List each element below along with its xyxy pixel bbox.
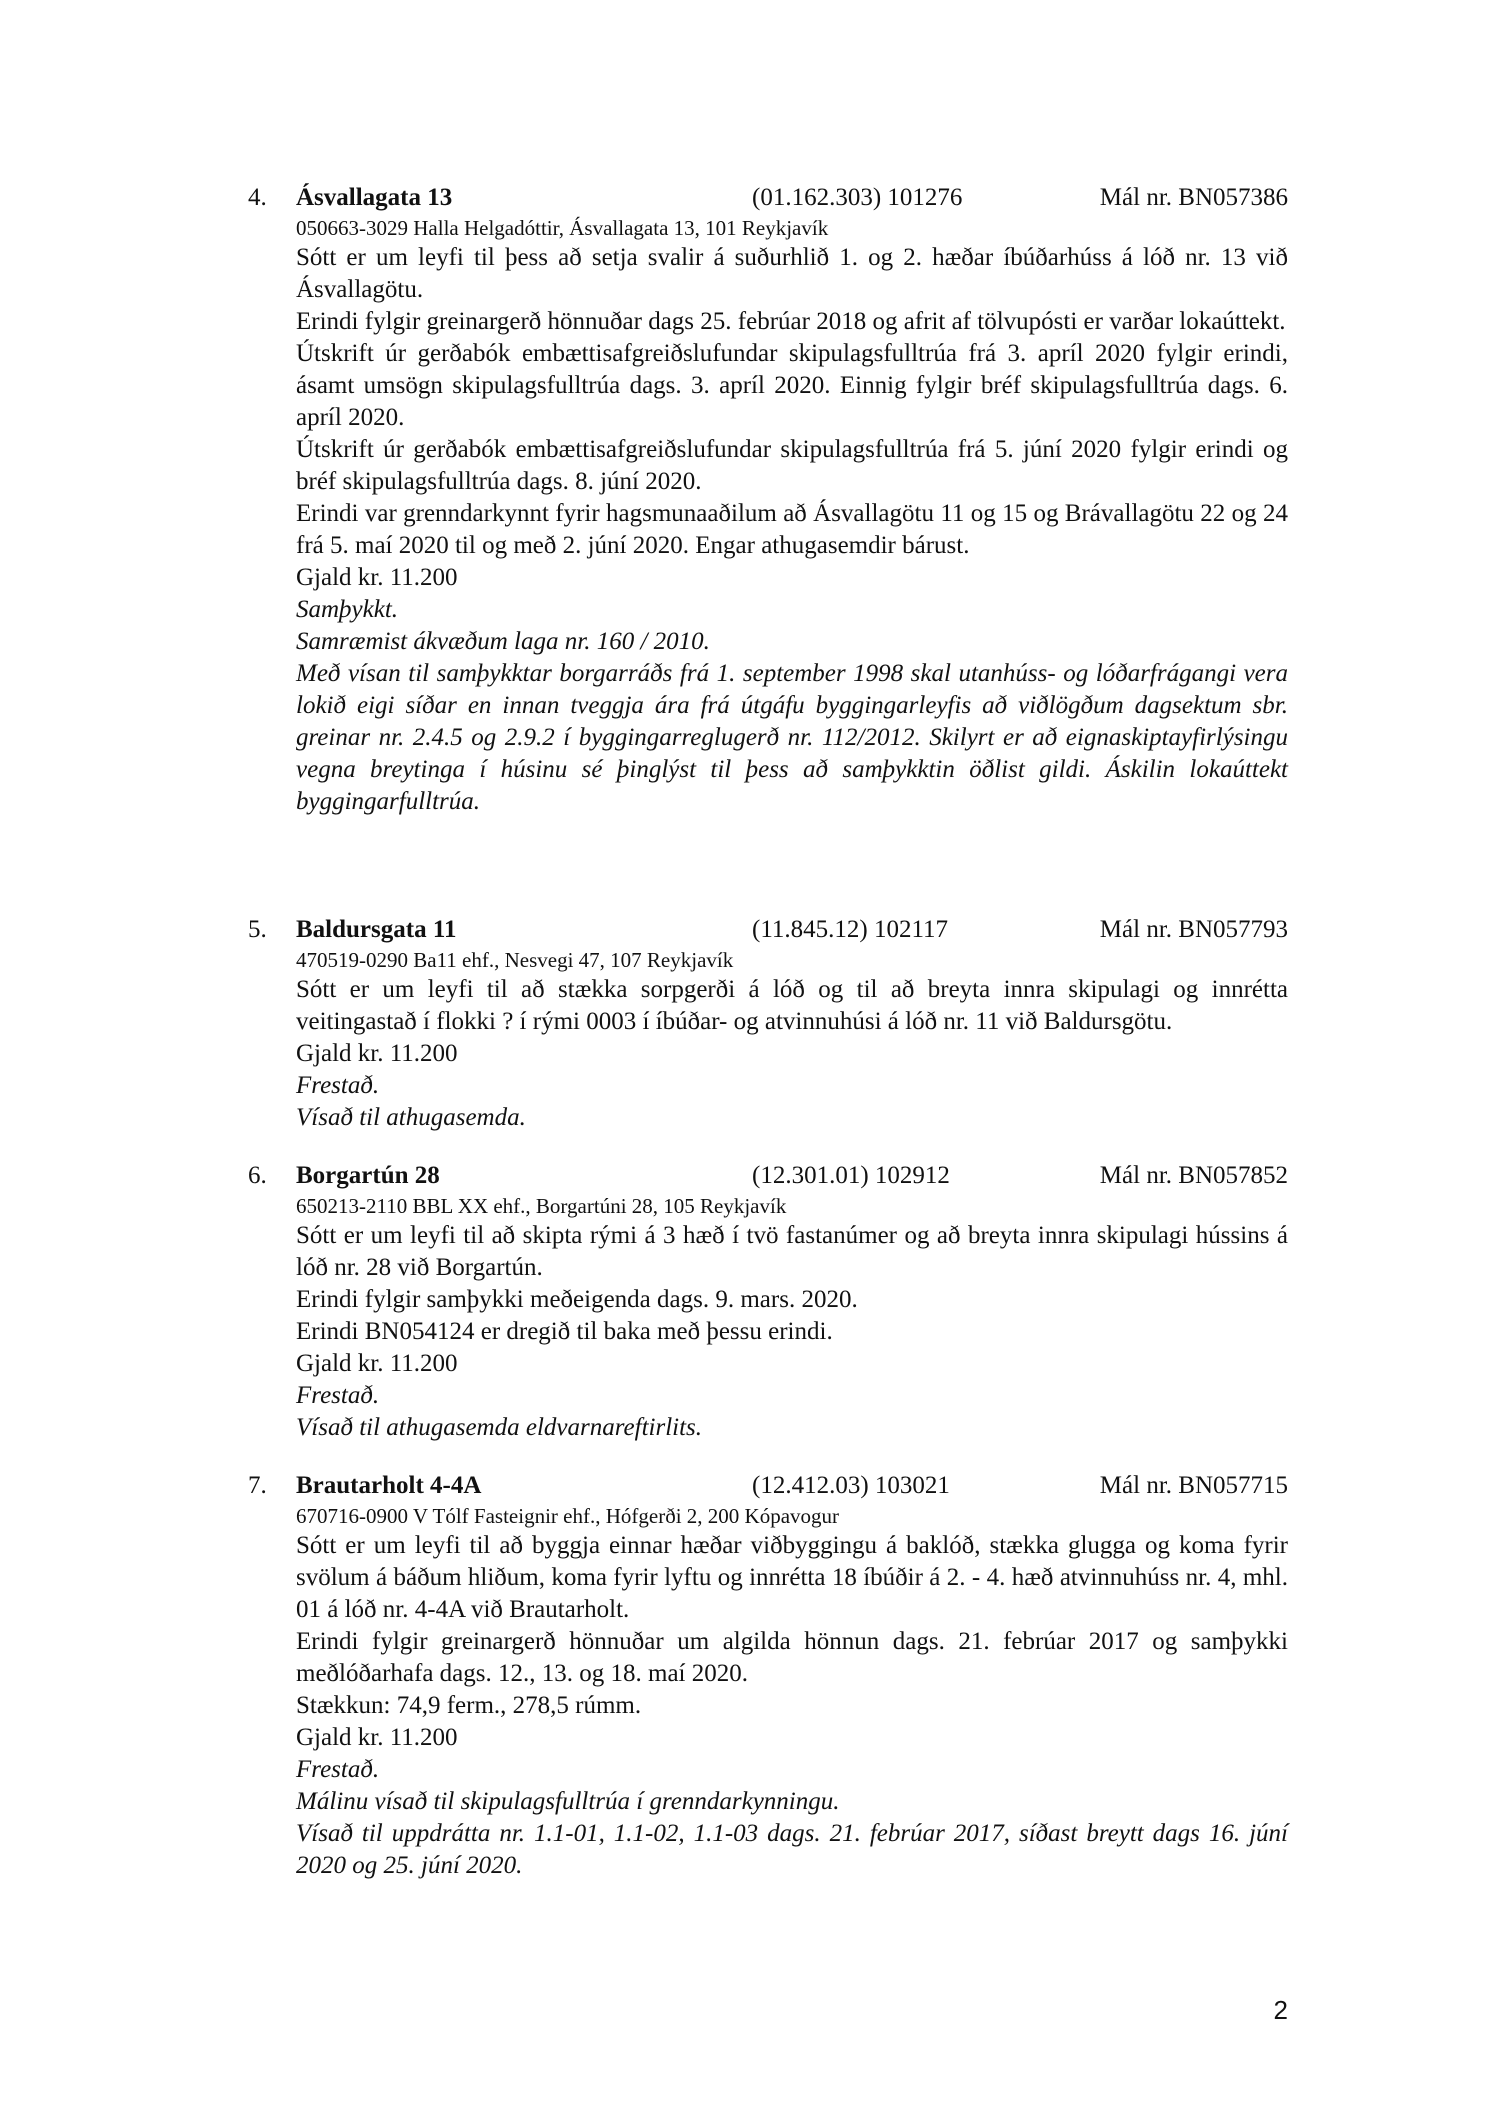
applicant: 650213-2110 BBL XX ehf., Borgartúni 28, 105 Reykjavík [296,1194,787,1218]
applicant: 050663-3029 Halla Helgadóttir, Ásvallagata 13, 101 Reykjavík [296,216,829,240]
case-body [296,946,1288,1134]
case-paragraph: Útskrift úr gerðabók embættisafgreiðslufundar skipulagsfulltrúa frá 5. júní 2020 fylgir erindi og bréf skipulagsfulltrúa dags. 8. júní 2020. [296,436,1288,495]
case-item [248,914,1288,1134]
item-number: 4. [248,184,267,211]
decision-line: Frestað. [296,1756,380,1783]
item-number: 5. [248,916,267,943]
property-address: Ásvallagata 13 [296,184,453,211]
case-body [296,1502,1288,1882]
case-paragraph: Sótt er um leyfi til að byggja einnar hæðar viðbyggingu á baklóð, stækka glugga og koma fyrir svölum á báðum hliðum, koma fyrir lyftu og innrétta 18 íbúðir á 2. - 4. hæð atvinnuhúss nr. 4, mhl. 01 á lóð nr. 4-4A við Brautarholt. [296,1532,1288,1623]
property-address: Borgartún 28 [296,1162,440,1189]
case-paragraph: Erindi fylgir samþykki meðeigenda dags. 9. mars. 2020. [296,1286,858,1313]
fee-line: Gjald kr. 11.200 [296,1350,458,1377]
case-header [248,182,1288,214]
case-paragraph: Útskrift úr gerðabók embættisafgreiðslufundar skipulagsfulltrúa frá 3. apríl 2020 fylgir erindi, ásamt umsögn skipulagsfulltrúa dags. 3. apríl 2020. Einnig fylgir bréf skipulagsfulltrúa dags. 6. apríl 2020. [296,340,1288,431]
applicant: 470519-0290 Ba11 ehf., Nesvegi 47, 107 Reykjavík [296,948,734,972]
case-header [248,1470,1288,1502]
case-paragraph: Erindi var grenndarkynnt fyrir hagsmunaaðilum að Ásvallagötu 11 og 15 og Brávallagötu 22 og 24 frá 5. maí 2020 til og með 2. júní 2020. Engar athugasemdir bárust. [296,500,1288,559]
case-body [296,1192,1288,1444]
fee-line: Gjald kr. 11.200 [296,564,458,591]
decision-line: Samþykkt. [296,596,399,623]
case-item [248,1470,1288,1882]
case-paragraph: Sótt er um leyfi til að skipta rými á 3 hæð í tvö fastanúmer og að breyta innra skipulagi hússins á lóð nr. 28 við Borgartún. [296,1222,1288,1281]
case-number: Mál nr. BN057386 [1099,184,1288,211]
decision-line: Vísað til uppdrátta nr. 1.1-01, 1.1-02, 1.1-03 dags. 21. febrúar 2017, síðast breytt dags 16. júní 2020 og 25. júní 2020. [296,1820,1288,1879]
property-address: Brautarholt 4-4A [296,1472,482,1499]
case-paragraph: Sótt er um leyfi til þess að setja svalir á suðurhlið 1. og 2. hæðar íbúðarhúss á lóð nr. 13 við Ásvallagötu. [296,244,1288,303]
applicant: 670716-0900 V Tólf Fasteignir ehf., Hófgerði 2, 200 Kópavogur [296,1504,840,1528]
decision-line: Málinu vísað til skipulagsfulltrúa í grenndarkynningu. [296,1788,840,1815]
case-paragraph: Erindi fylgir greinargerð hönnuðar dags 25. febrúar 2018 og afrit af tölvupósti er varðar lokaúttekt. [296,308,1286,335]
case-body [296,214,1288,818]
land-reference: (12.412.03) 103021 [752,1472,950,1499]
case-paragraph: Erindi BN054124 er dregið til baka með þessu erindi. [296,1318,833,1345]
decision-line: Frestað. [296,1382,380,1409]
page-number: 2 [1273,1995,1288,2025]
case-paragraph: Stækkun: 74,9 ferm., 278,5 rúmm. [296,1692,642,1719]
property-address: Baldursgata 11 [296,916,457,943]
land-reference: (12.301.01) 102912 [752,1162,950,1189]
decision-line: Frestað. [296,1072,380,1099]
land-reference: (11.845.12) 102117 [752,916,949,943]
case-header [248,1160,1288,1192]
fee-line: Gjald kr. 11.200 [296,1040,458,1067]
case-header [248,914,1288,946]
decision-line: Samræmist ákvæðum laga nr. 160 / 2010. [296,628,710,655]
case-number: Mál nr. BN057793 [1099,916,1288,943]
case-number: Mál nr. BN057852 [1099,1162,1288,1189]
item-number: 7. [248,1472,267,1499]
item-number: 6. [248,1162,267,1189]
decision-line: Vísað til athugasemda eldvarnareftirlits. [296,1414,703,1441]
case-paragraph: Erindi fylgir greinargerð hönnuðar um algilda hönnun dags. 21. febrúar 2017 og samþykki meðlóðarhafa dags. 12., 13. og 18. maí 2020. [296,1628,1288,1687]
fee-line: Gjald kr. 11.200 [296,1724,458,1751]
case-item [248,182,1288,818]
land-reference: (01.162.303) 101276 [752,184,963,211]
decision-line: Með vísan til samþykktar borgarráðs frá 1. september 1998 skal utanhúss- og lóðarfrágangi vera lokið eigi síðar en innan tveggja ára frá útgáfu byggingarleyfis að viðlögðum dagsektum sbr. greinar nr. 2.4.5 og 2.9.2 í byggingarreglugerð nr. 112/2012. Skilyrt er að eignaskiptayfirlýsingu vegna breytinga í húsinu sé þinglýst til þess að samþykktin öðlist gildi. Áskilin lokaúttekt byggingarfulltrúa. [296,660,1288,815]
decision-line: Vísað til athugasemda. [296,1104,526,1131]
case-number: Mál nr. BN057715 [1099,1472,1288,1499]
case-item [248,1160,1288,1444]
case-paragraph: Sótt er um leyfi til að stækka sorpgerði á lóð og til að breyta innra skipulagi og innrétta veitingastað í flokki ? í rými 0003 í íbúðar- og atvinnuhúsi á lóð nr. 11 við Baldursgötu. [296,976,1288,1035]
